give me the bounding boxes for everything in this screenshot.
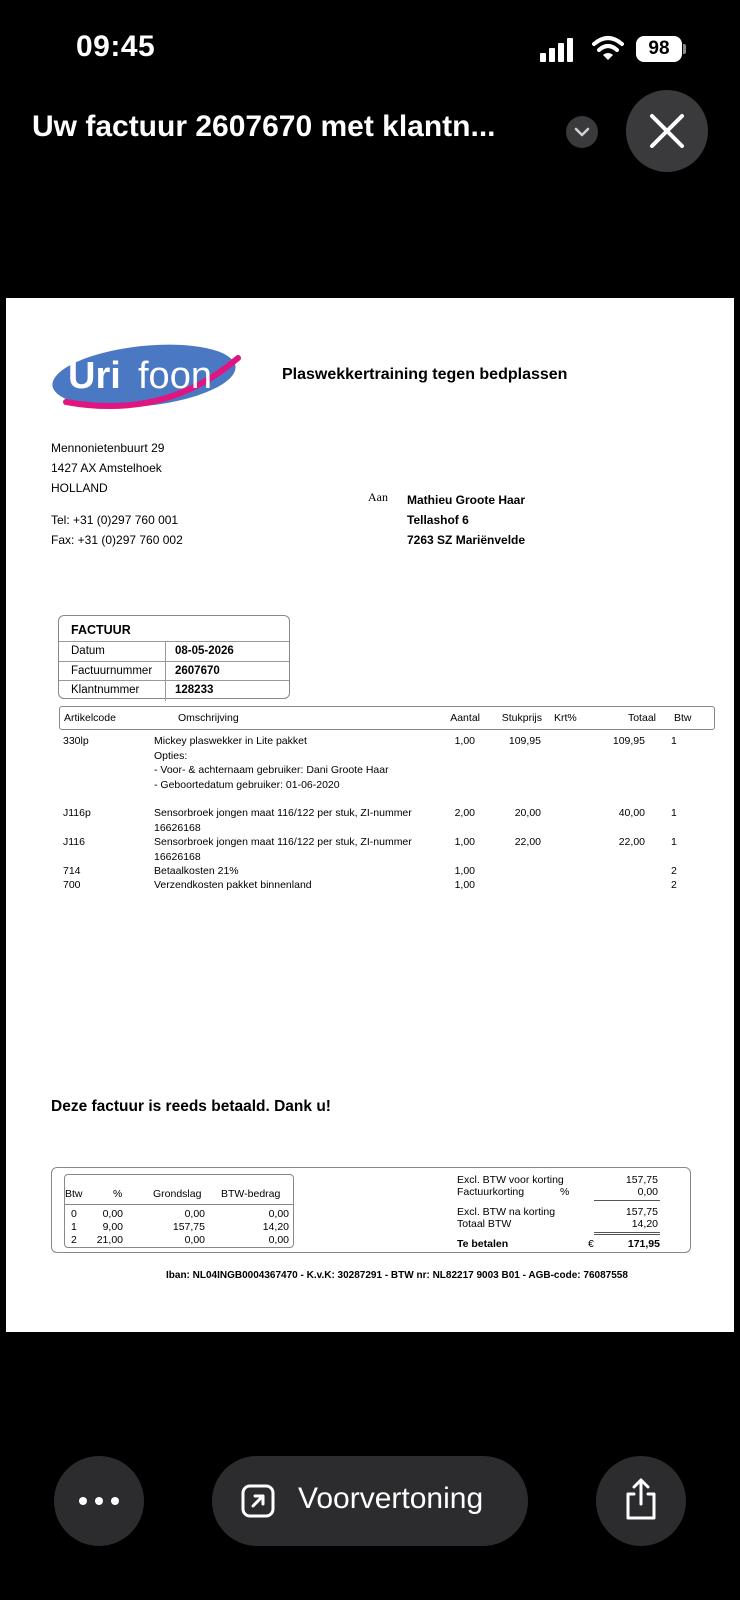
items-table-header (59, 706, 715, 730)
title-menu-button[interactable] (566, 116, 598, 148)
item-vat: 1 (671, 735, 677, 747)
item-description: Betaalkosten 21% (154, 865, 239, 877)
recipient-label: Aan (368, 490, 388, 504)
col-description: Omschrijving (178, 712, 239, 724)
meta-row-customer-number: Klantnummer 128233 (59, 680, 289, 700)
item-quantity: 2,00 (454, 807, 475, 819)
col-quantity: Aantal (450, 712, 480, 724)
preview-label: Voorvertoning (298, 1482, 484, 1515)
battery-level: 98 (636, 36, 682, 62)
item-vat: 1 (671, 807, 677, 819)
item-total: 22,00 (618, 836, 645, 848)
item-unit-price: 109,95 (508, 735, 541, 747)
document-title: Uw factuur 2607670 met klantn... (32, 110, 496, 143)
share-icon (623, 1476, 659, 1522)
col-discount: Krt% (554, 712, 577, 724)
urifoon-logo (46, 336, 246, 416)
item-code: J116p (63, 807, 91, 819)
item-code: 330lp (63, 735, 89, 747)
wifi-icon (592, 34, 624, 62)
paid-notice: Deze factuur is reeds betaald. Dank u! (51, 1098, 331, 1115)
item-description: Sensorbroek jongen maat 116/122 per stuk, ZI-nummer 16626168 (154, 836, 412, 863)
item-quantity: 1,00 (454, 865, 475, 877)
item-code: 700 (63, 879, 81, 891)
item-quantity: 1,00 (454, 735, 475, 747)
amount-due: 171,95 (627, 1238, 660, 1250)
invoice-meta-table (58, 615, 290, 699)
close-icon (626, 90, 708, 172)
cellular-signal-icon (540, 38, 576, 62)
item-total: 109,95 (612, 735, 645, 747)
item-quantity: 1,00 (454, 836, 475, 848)
svg-text:Uri: Uri (68, 355, 121, 397)
status-time: 09:45 (76, 30, 156, 63)
col-total: Totaal (627, 712, 656, 724)
item-total: 40,00 (618, 807, 645, 819)
item-vat: 2 (671, 879, 677, 891)
preview-button[interactable] (212, 1456, 528, 1546)
item-description: Mickey plaswekker in Lite pakket Opties: - Voor- & achternaam gebruiker: Dani Groote Haar - Geboortedatum gebruiker: 01-06-2020 (154, 735, 389, 791)
invoice-heading: Plaswekkertraining tegen bedplassen (282, 366, 568, 383)
battery-icon (636, 36, 686, 62)
open-external-icon (240, 1483, 276, 1519)
col-vat: Btw (674, 712, 692, 724)
item-description: Verzendkosten pakket binnenland (154, 879, 312, 891)
invoice-document (6, 298, 734, 1332)
totals-section: Btw % Grondslag BTW-bedrag 0 0,00 0,00 0,00 1 9,00 157,75 14,20 2 21,00 0,00 0,00 Excl. BTW voor korting 157,75 Factuurkorting % 0,00 Excl. BTW na korting 157,75 Totaal BTW 14,20 Te betalen € 171,95 (51, 1167, 691, 1253)
sender-address: Mennonietenbuurt 29 1427 AX Amstelhoek HOLLAND Tel: +31 (0)297 760 001 Fax: +31 (0)297 760 002 (51, 441, 183, 547)
items-table-body (59, 734, 715, 894)
item-description: Sensorbroek jongen maat 116/122 per stuk, ZI-nummer 16626168 (154, 807, 412, 834)
more-button[interactable] (54, 1456, 144, 1546)
meta-heading: FACTUUR (71, 623, 131, 637)
meta-row-date: Datum 08-05-2026 (59, 641, 289, 661)
item-vat: 2 (671, 865, 677, 877)
col-code: Artikelcode (64, 712, 116, 724)
bank-details: Iban: NL04INGB0004367470 - K.v.K: 30287291 - BTW nr: NL82217 9003 B01 - AGB-code: 76087558 (166, 1270, 628, 1281)
amount-due-label: Te betalen (457, 1238, 509, 1250)
recipient-address: Mathieu Groote Haar Tellashof 6 7263 SZ Mariënvelde (407, 493, 526, 547)
item-unit-price: 22,00 (514, 836, 541, 848)
item-quantity: 1,00 (454, 879, 475, 891)
more-icon (54, 1456, 144, 1546)
share-button[interactable] (596, 1456, 686, 1546)
close-button[interactable] (626, 90, 708, 172)
item-unit-price: 20,00 (514, 807, 541, 819)
col-unit-price: Stukprijs (501, 712, 542, 724)
item-code: 714 (63, 865, 81, 877)
vat-breakdown-table: Btw % Grondslag BTW-bedrag 0 0,00 0,00 0,00 1 9,00 157,75 14,20 2 21,00 0,00 0,00 (64, 1174, 294, 1248)
item-code: J116 (63, 836, 85, 848)
svg-text:foon: foon (138, 355, 212, 397)
chevron-down-icon (566, 116, 598, 148)
meta-row-invoice-number: Factuurnummer 2607670 (59, 661, 289, 681)
item-vat: 1 (671, 836, 677, 848)
